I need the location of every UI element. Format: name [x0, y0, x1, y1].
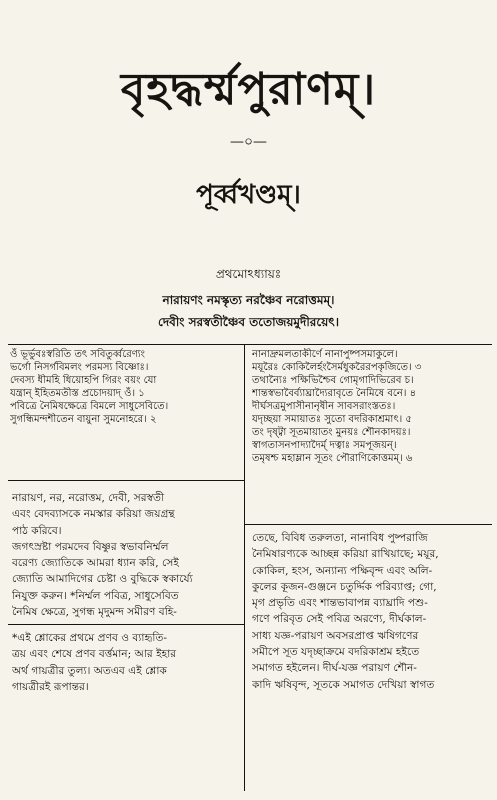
translation-line: সাধ্য যজ্ঞ-পরায়ণ অবসরপ্রাপ্ত ঋষিগণের	[252, 629, 419, 642]
translation-line: এবং বেদব্যাসকে নমস্কার করিয়া জয়গ্রন্থ	[12, 508, 175, 521]
footnote-rule	[8, 624, 244, 625]
left-translation	[12, 490, 238, 620]
verse-line: দীর্ঘসত্ৰমুপাসীনানৃষীন সাবসরাংস্ততঃ।	[252, 401, 396, 412]
translation-line: নৈমিষারণ্যকে আচ্ছন্ন করিয়া রাখিয়াছে; ময়ূর,	[252, 548, 439, 561]
left-verse-rule	[8, 480, 244, 481]
translation-line: নিযুক্ত করুন। *নির্ম্মল পবিত্র, সাধুসেবিত	[12, 589, 179, 602]
opening-verse-line: দেবীং সরস্বতীঞ্চৈব ততোজয়মুদীরয়েৎ।	[158, 315, 339, 329]
footnote	[12, 630, 238, 695]
translation-line: কোকিল, হংস, অন্যান্য পক্ষিবৃন্দ এবং অলি-	[252, 564, 433, 577]
section-title: পূর্ব্বখণ্ডম্।	[196, 180, 301, 210]
translation-line: সমীপে সূত যদৃচ্ছাক্রমে বদরিকাশ্রম হইতে	[252, 646, 420, 659]
chapter-heading: প্রথমোঽধ্যায়ঃ	[215, 267, 282, 281]
verse-line: তমৃষশ্চ মহাম্লান সূতং পৌরাণিকোত্তমম্। ৬	[252, 453, 413, 464]
column-divider	[244, 344, 245, 791]
verse-line: দেবস্য ধীমহি ধিয়োহপি গিরং বয়ং যো	[10, 375, 157, 386]
translation-line: বরেণ্য জ্যোতিকে আমরা ধ্যান করি, সেই	[12, 557, 179, 570]
right-translation	[252, 530, 490, 693]
translation-line: পাঠ করিবে।	[12, 524, 62, 537]
translation-line: নৈমিষ ক্ষেত্রে, সুগন্ধ মৃদুমন্দ সমীরণ বহি-	[12, 606, 177, 619]
page-title: বৃহদ্ধর্ম্মপুরাণম্।	[120, 64, 377, 115]
translation-line: কাদি ঋষিবৃন্দ, সূতকে সমাগত দেখিয়া স্বাগত	[252, 678, 435, 691]
ornament-divider: —০—	[229, 134, 268, 150]
right-verse-block	[252, 348, 490, 465]
translation-line: সমাগত হইলেন। দীর্ঘ-যজ্ঞ পরায়ণ শৌন-	[252, 662, 417, 675]
verse-line: স্বাগতাসনপাদ্যাদৈর্ম্ দত্বাঃ সমপূজয়ন্।	[252, 440, 397, 451]
verse-line: শান্তস্বভাবৈর্ব্যাঘ্রাদ্যৈরাবৃতে নৈমিষে বনে। ৪	[252, 388, 417, 399]
left-verse-block	[10, 348, 236, 426]
verse-line: নানাদ্রুমলতাকীর্ণে নানাপুষ্পসমাকুলে।	[252, 349, 398, 360]
translation-line: মৃগ প্রভৃতি এবং শান্তভাবাপন্ন ব্যাঘ্রাদি পশু-	[252, 597, 428, 610]
verse-line: যদৃচ্ছয়া সমায়াতঃ সুতো বদরিকাশ্রমাৎ। ৫	[252, 414, 412, 425]
verse-line: তং দৃষ্ট্বা সূতমায়াতং মুনয়ঃ শৌনকাদয়ঃ।	[252, 427, 411, 438]
top-rule	[8, 344, 492, 345]
translation-line: গণে পরিবৃত সেই পবিত্র অরণ্যে, দীর্ঘকাল-	[252, 613, 427, 626]
verse-line: ভর্গো নিসর্গবিমলং পরমস্য বিষ্ণোঃ।	[10, 362, 149, 373]
footnote-line: ত্রয় এবং শেষে প্রণব বর্ত্তমান; আর ইহার	[12, 648, 177, 661]
verse-line: তথান্যৈঃ পক্ষিভিশ্চৈব গোমৃগাদিভিরেব চ।	[252, 375, 414, 386]
verse-line: সুগন্ধিমন্দশীতেন বায়ুনা সুমনোহরে। ২	[10, 414, 157, 425]
opening-verse-line: নারায়ণং নমস্কৃত্য নরঞ্চৈব নরোত্তমম্।	[162, 293, 335, 307]
translation-line: জ্যোতি আমাদিগের চেষ্টা ও বুদ্ধিকে স্বকার্য্যে	[12, 573, 193, 586]
translation-line: নারায়ণ, নর, নরোত্তম, দেবী, সরস্বতী	[12, 492, 165, 504]
footnote-line: *এই শ্লোকের প্রথমে প্রণব ও ব্যাহৃতি-	[12, 632, 167, 644]
translation-line: তেছে, বিবিধ তরুলতা, নানাবিধ পুষ্পরাজি	[252, 532, 428, 544]
footnote-line: গায়ত্রীরই রূপান্তর।	[12, 680, 89, 693]
verse-line: ওঁ ভূর্ভুবঃস্বরিতি তৎ সবিতুর্ব্বরেণ্যং	[10, 349, 145, 360]
verse-line: যন্ত্রান্ ইহিতমতীস্ত প্রচোদয়াদ্ ওঁ। ১	[10, 388, 145, 399]
right-verse-rule	[245, 524, 492, 525]
translation-line: জগৎস্রষ্টা পরমদেব বিষ্ণুর স্বভাবনির্ম্মল	[12, 540, 169, 553]
verse-line: পবিত্রে নৈমিষক্ষেত্রে বিমলে সাধুসেবিতে।	[10, 401, 169, 412]
footnote-line: অর্থ গায়ত্রীর তুল্য। অতএব এই শ্লোক	[12, 664, 167, 677]
translation-line: কুলের কূজন-গুঞ্জনে চতুর্দ্দিক পরিব্যাপ্ত; গো,	[252, 580, 437, 593]
verse-line: ময়ূরৈঃ কোকিলৈর্হংসৈর্মধুকরৈরপকৃজিতে। ৩	[252, 362, 422, 373]
